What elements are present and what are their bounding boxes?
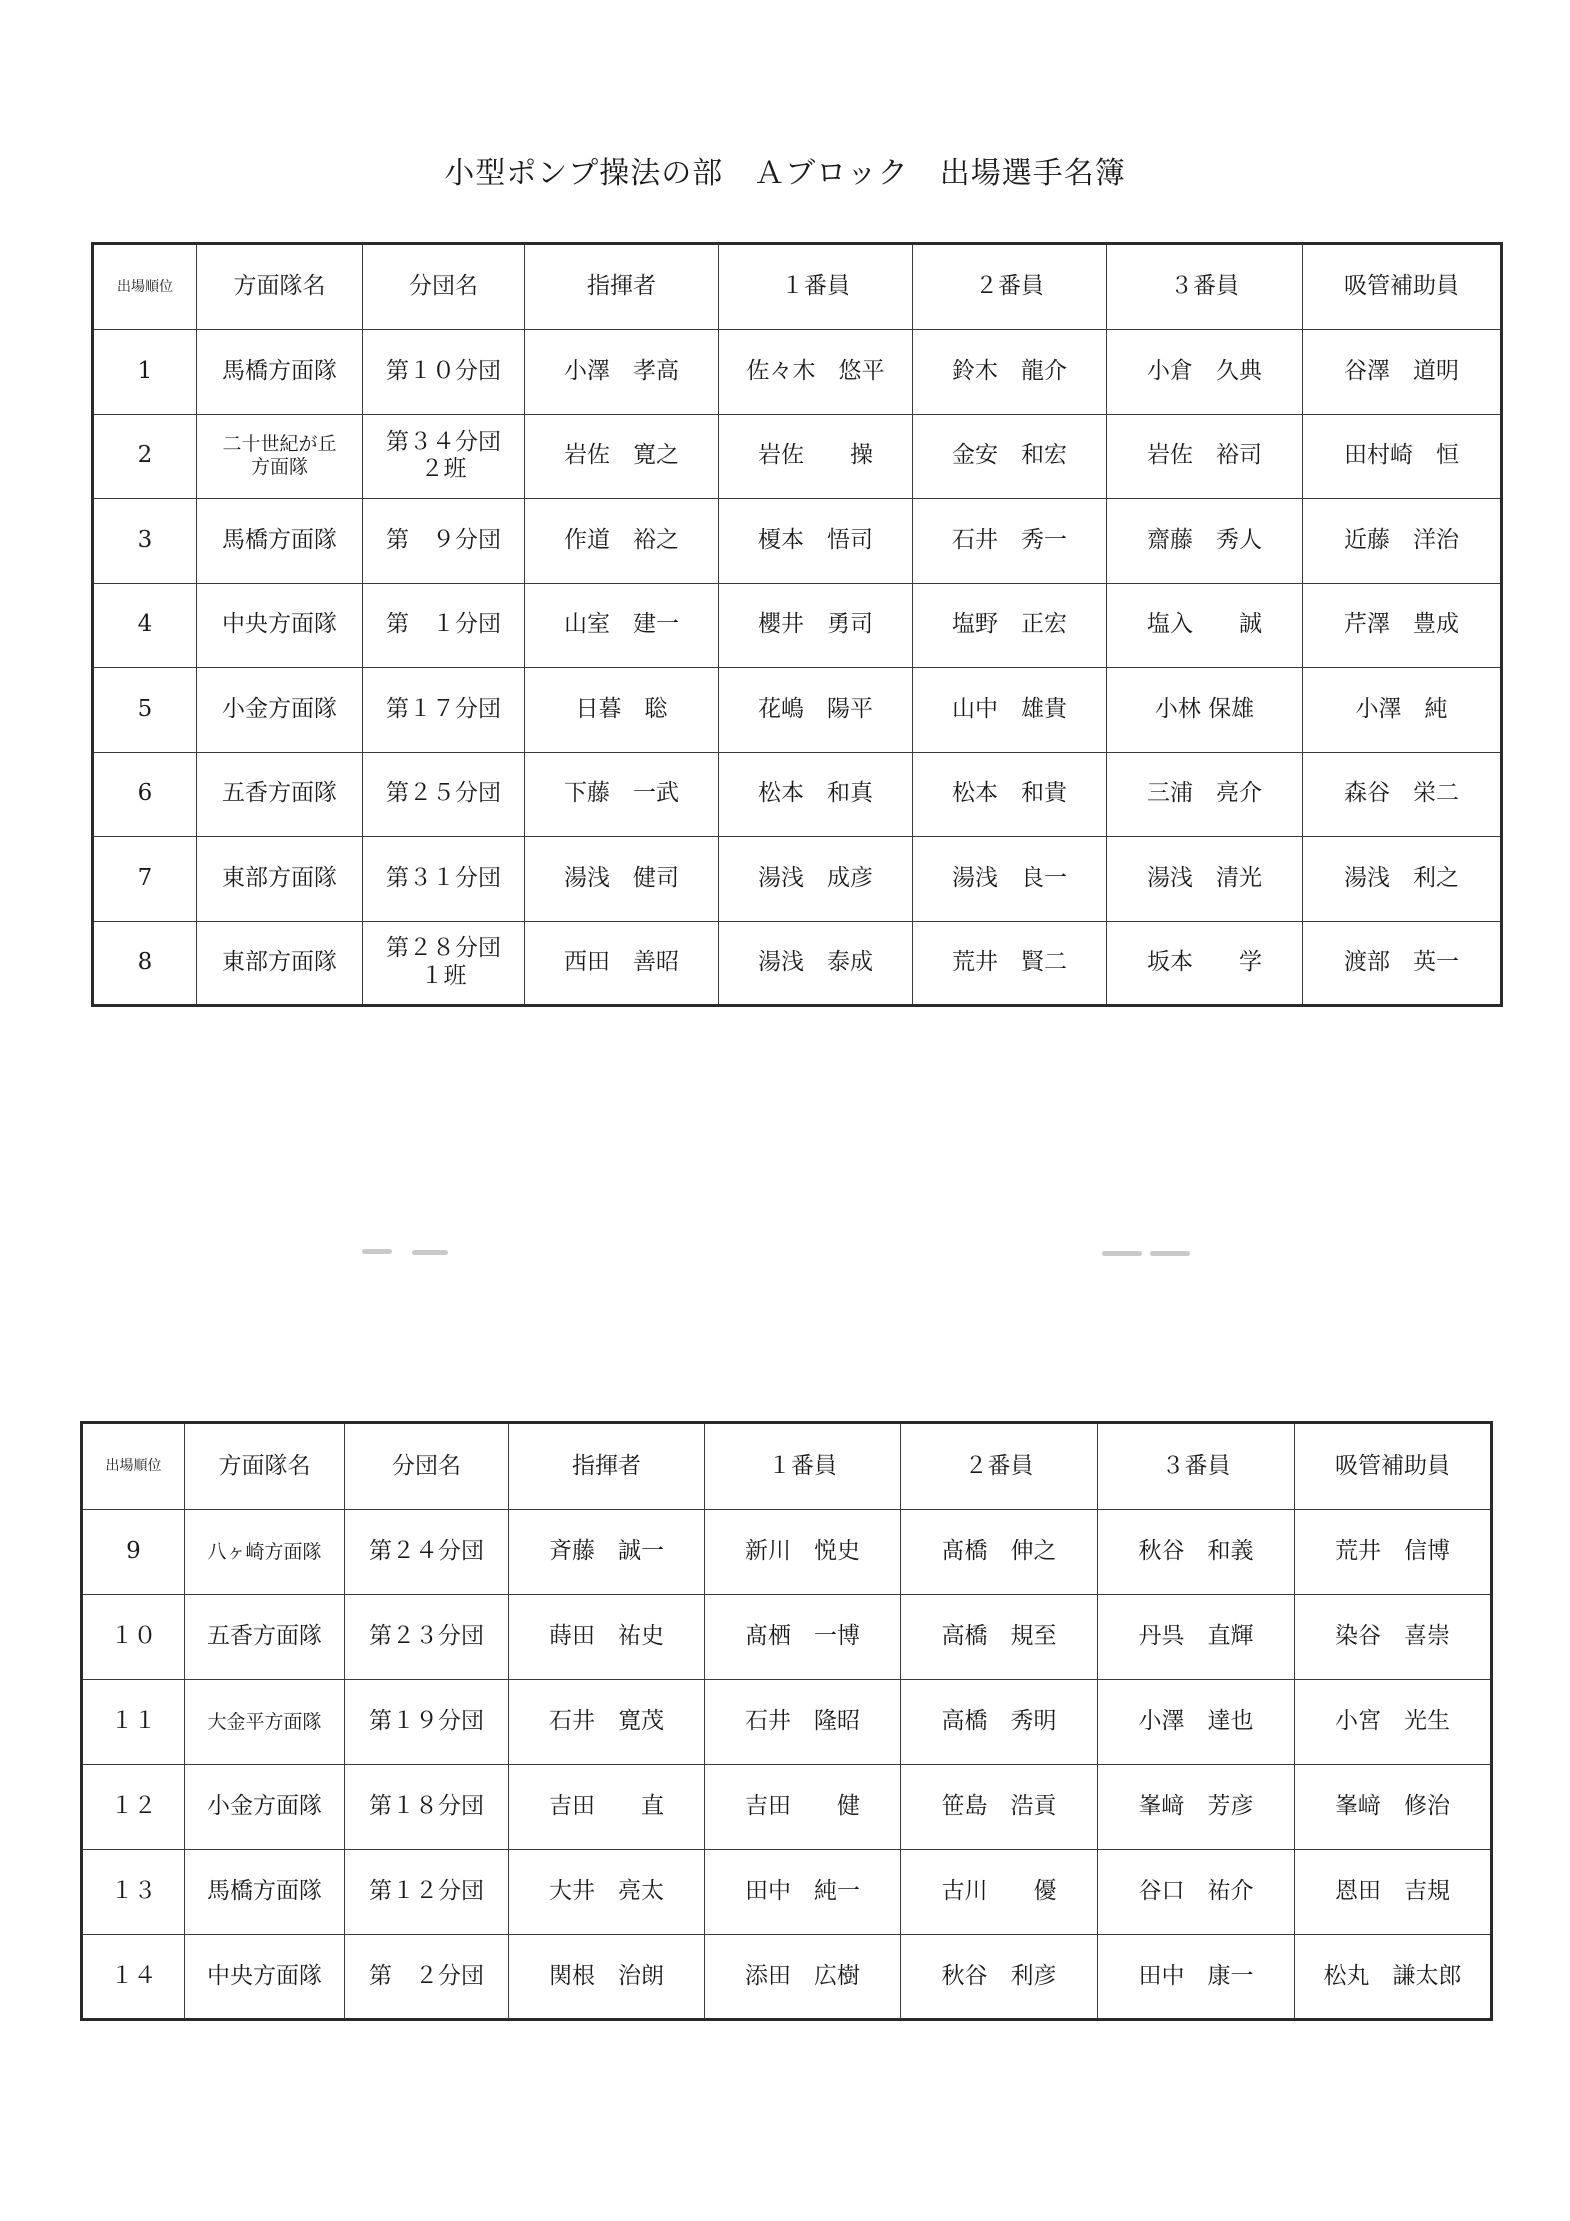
cell-order: 2 xyxy=(93,414,197,499)
cell-branch: 第１９分団 xyxy=(345,1680,509,1765)
cell-district-corps: 小金方面隊 xyxy=(197,668,363,753)
cell-member-2: 山中 雄貴 xyxy=(913,668,1107,753)
cell-branch: 第１０分団 xyxy=(363,330,525,415)
cell-branch: 第 ９分団 xyxy=(363,499,525,584)
cell-commander: 大井 亮太 xyxy=(509,1850,705,1935)
cell-suction-assistant: 谷澤 道明 xyxy=(1303,330,1502,415)
table-row xyxy=(93,921,1502,1006)
column-header-member-3: ３番員 xyxy=(1098,1423,1295,1510)
column-header-member-1: １番員 xyxy=(719,244,913,330)
cell-district-corps: 五香方面隊 xyxy=(185,1595,345,1680)
roster-table-1 xyxy=(91,242,1503,1007)
table-row xyxy=(93,583,1502,668)
cell-suction-assistant: 荒井 信博 xyxy=(1295,1510,1492,1595)
cell-member-2: 笹島 浩貢 xyxy=(901,1765,1098,1850)
table-row xyxy=(93,414,1502,499)
cell-district-corps: 中央方面隊 xyxy=(197,583,363,668)
cell-district-corps: 五香方面隊 xyxy=(197,752,363,837)
cell-member-1: 石井 隆昭 xyxy=(705,1680,901,1765)
cell-district-corps: 小金方面隊 xyxy=(185,1765,345,1850)
cell-member-3: 秋谷 和義 xyxy=(1098,1510,1295,1595)
cell-member-2: 湯浅 良一 xyxy=(913,837,1107,922)
cell-district-corps: 東部方面隊 xyxy=(197,837,363,922)
cell-member-2: 塩野 正宏 xyxy=(913,583,1107,668)
table-row xyxy=(82,1510,1492,1595)
cell-commander: 関根 治朗 xyxy=(509,1935,705,2020)
cell-member-2: 石井 秀一 xyxy=(913,499,1107,584)
cell-commander: 斉藤 誠一 xyxy=(509,1510,705,1595)
cell-member-2: 高橋 秀明 xyxy=(901,1680,1098,1765)
table-row xyxy=(93,499,1502,584)
cell-member-2: 荒井 賢二 xyxy=(913,921,1107,1006)
table-row xyxy=(82,1850,1492,1935)
table-row xyxy=(82,1765,1492,1850)
cell-member-3: 岩佐 裕司 xyxy=(1107,414,1303,499)
column-header-commander: 指揮者 xyxy=(525,244,719,330)
cell-member-1: 松本 和真 xyxy=(719,752,913,837)
column-header-commander: 指揮者 xyxy=(509,1423,705,1510)
cell-order: 5 xyxy=(93,668,197,753)
cell-branch: 第１７分団 xyxy=(363,668,525,753)
column-header-member-2: ２番員 xyxy=(913,244,1107,330)
cell-branch: 第２４分団 xyxy=(345,1510,509,1595)
cell-commander: 小澤 孝高 xyxy=(525,330,719,415)
cell-commander: 西田 善昭 xyxy=(525,921,719,1006)
cell-member-3: 田中 康一 xyxy=(1098,1935,1295,2020)
cell-suction-assistant: 近藤 洋治 xyxy=(1303,499,1502,584)
cell-branch: 第２３分団 xyxy=(345,1595,509,1680)
cell-branch: 第２５分団 xyxy=(363,752,525,837)
cell-commander: 日暮 聡 xyxy=(525,668,719,753)
cell-member-1: 湯浅 泰成 xyxy=(719,921,913,1006)
column-header-district-corps: 方面隊名 xyxy=(185,1423,345,1510)
cell-order: １２ xyxy=(82,1765,185,1850)
scan-mark xyxy=(362,1249,392,1254)
cell-member-1: 榎本 悟司 xyxy=(719,499,913,584)
column-header-branch: 分団名 xyxy=(363,244,525,330)
cell-suction-assistant: 渡部 英一 xyxy=(1303,921,1502,1006)
cell-suction-assistant: 峯﨑 修治 xyxy=(1295,1765,1492,1850)
cell-commander: 作道 裕之 xyxy=(525,499,719,584)
cell-member-3: 齋藤 秀人 xyxy=(1107,499,1303,584)
table-row xyxy=(93,837,1502,922)
cell-order: 1 xyxy=(93,330,197,415)
cell-branch: 第２８分団 １班 xyxy=(363,921,525,1006)
cell-suction-assistant: 芹澤 豊成 xyxy=(1303,583,1502,668)
cell-member-1: 湯浅 成彦 xyxy=(719,837,913,922)
cell-suction-assistant: 小宮 光生 xyxy=(1295,1680,1492,1765)
cell-member-3: 小倉 久典 xyxy=(1107,330,1303,415)
header-row xyxy=(93,244,1502,330)
cell-member-1: 吉田 健 xyxy=(705,1765,901,1850)
cell-order: １１ xyxy=(82,1680,185,1765)
cell-branch: 第３１分団 xyxy=(363,837,525,922)
cell-member-1: 佐々木 悠平 xyxy=(719,330,913,415)
cell-district-corps: 東部方面隊 xyxy=(197,921,363,1006)
cell-order: 8 xyxy=(93,921,197,1006)
cell-order: 6 xyxy=(93,752,197,837)
cell-commander: 蒔田 祐史 xyxy=(509,1595,705,1680)
table-row xyxy=(82,1680,1492,1765)
cell-branch: 第１２分団 xyxy=(345,1850,509,1935)
scan-mark xyxy=(412,1250,448,1255)
cell-commander: 下藤 一武 xyxy=(525,752,719,837)
cell-member-2: 古川 優 xyxy=(901,1850,1098,1935)
document-title: 小型ポンプ操法の部 Ａブロック 出場選手名簿 xyxy=(444,156,1126,191)
column-header-member-1: １番員 xyxy=(705,1423,901,1510)
cell-member-3: 峯﨑 芳彦 xyxy=(1098,1765,1295,1850)
cell-member-1: 添田 広樹 xyxy=(705,1935,901,2020)
cell-member-2: 鈴木 龍介 xyxy=(913,330,1107,415)
cell-member-3: 三浦 亮介 xyxy=(1107,752,1303,837)
header-row xyxy=(82,1423,1492,1510)
cell-order: 9 xyxy=(82,1510,185,1595)
cell-commander: 湯浅 健司 xyxy=(525,837,719,922)
cell-branch: 第 １分団 xyxy=(363,583,525,668)
cell-commander: 山室 建一 xyxy=(525,583,719,668)
cell-order: 4 xyxy=(93,583,197,668)
cell-member-2: 高橋 規至 xyxy=(901,1595,1098,1680)
cell-commander: 岩佐 寛之 xyxy=(525,414,719,499)
column-header-order: 出場順位 xyxy=(93,244,197,330)
table-row xyxy=(93,752,1502,837)
cell-order: 3 xyxy=(93,499,197,584)
cell-suction-assistant: 恩田 吉規 xyxy=(1295,1850,1492,1935)
column-header-district-corps: 方面隊名 xyxy=(197,244,363,330)
scan-mark xyxy=(1102,1251,1142,1256)
cell-member-3: 塩入 誠 xyxy=(1107,583,1303,668)
cell-district-corps: 中央方面隊 xyxy=(185,1935,345,2020)
cell-member-3: 湯浅 清光 xyxy=(1107,837,1303,922)
column-header-member-2: ２番員 xyxy=(901,1423,1098,1510)
cell-member-3: 小澤 達也 xyxy=(1098,1680,1295,1765)
cell-suction-assistant: 湯浅 利之 xyxy=(1303,837,1502,922)
cell-branch: 第３４分団 ２班 xyxy=(363,414,525,499)
cell-order: １３ xyxy=(82,1850,185,1935)
cell-branch: 第１８分団 xyxy=(345,1765,509,1850)
cell-suction-assistant: 松丸 謙太郎 xyxy=(1295,1935,1492,2020)
cell-order: １４ xyxy=(82,1935,185,2020)
cell-suction-assistant: 小澤 純 xyxy=(1303,668,1502,753)
cell-member-3: 小林 保雄 xyxy=(1107,668,1303,753)
cell-suction-assistant: 染谷 喜崇 xyxy=(1295,1595,1492,1680)
cell-member-2: 秋谷 利彦 xyxy=(901,1935,1098,2020)
cell-district-corps: 二十世紀が丘 方面隊 xyxy=(197,414,363,499)
cell-district-corps: 八ヶ崎方面隊 xyxy=(185,1510,345,1595)
column-header-suction-assistant: 吸管補助員 xyxy=(1295,1423,1492,1510)
cell-member-1: 櫻井 勇司 xyxy=(719,583,913,668)
scan-mark xyxy=(1150,1251,1190,1256)
table-row xyxy=(93,330,1502,415)
cell-district-corps: 大金平方面隊 xyxy=(185,1680,345,1765)
cell-order: １０ xyxy=(82,1595,185,1680)
cell-member-1: 髙栖 一博 xyxy=(705,1595,901,1680)
cell-member-1: 新川 悦史 xyxy=(705,1510,901,1595)
table-row xyxy=(82,1935,1492,2020)
cell-member-2: 髙橋 伸之 xyxy=(901,1510,1098,1595)
cell-member-3: 坂本 学 xyxy=(1107,921,1303,1006)
table-row xyxy=(93,668,1502,753)
table-row xyxy=(82,1595,1492,1680)
cell-branch: 第 ２分団 xyxy=(345,1935,509,2020)
cell-member-2: 金安 和宏 xyxy=(913,414,1107,499)
cell-suction-assistant: 田村崎 恒 xyxy=(1303,414,1502,499)
cell-suction-assistant: 森谷 栄二 xyxy=(1303,752,1502,837)
column-header-order: 出場順位 xyxy=(82,1423,185,1510)
cell-commander: 石井 寛茂 xyxy=(509,1680,705,1765)
cell-member-3: 谷口 祐介 xyxy=(1098,1850,1295,1935)
cell-district-corps: 馬橋方面隊 xyxy=(185,1850,345,1935)
cell-order: 7 xyxy=(93,837,197,922)
cell-district-corps: 馬橋方面隊 xyxy=(197,330,363,415)
cell-member-3: 丹呉 直輝 xyxy=(1098,1595,1295,1680)
cell-member-1: 田中 純一 xyxy=(705,1850,901,1935)
roster-table-2 xyxy=(80,1421,1493,2021)
cell-commander: 吉田 直 xyxy=(509,1765,705,1850)
column-header-suction-assistant: 吸管補助員 xyxy=(1303,244,1502,330)
cell-member-1: 花嶋 陽平 xyxy=(719,668,913,753)
column-header-member-3: ３番員 xyxy=(1107,244,1303,330)
cell-member-1: 岩佐 操 xyxy=(719,414,913,499)
cell-district-corps: 馬橋方面隊 xyxy=(197,499,363,584)
column-header-branch: 分団名 xyxy=(345,1423,509,1510)
cell-member-2: 松本 和貴 xyxy=(913,752,1107,837)
